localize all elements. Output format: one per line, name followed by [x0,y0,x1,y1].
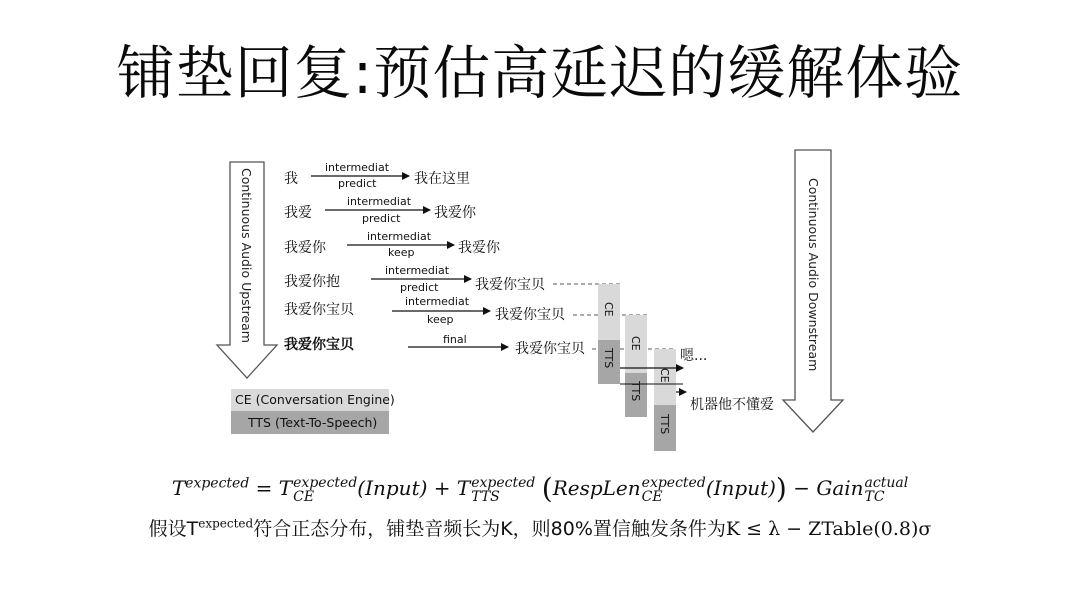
row-label-bottom: predict [338,177,377,190]
row-input: 我爱你宝贝 [284,337,354,353]
row-3 [284,230,501,259]
row-label-top: intermediat [347,195,412,208]
row-1 [284,161,470,190]
row-output: 我爱你宝贝 [515,341,585,357]
legend-tts-label: TTS (Text-To-Speech) [248,415,378,430]
row-output: 我在这里 [414,171,470,187]
row-label-top: final [443,333,467,346]
row-input: 我爱你 [284,240,326,256]
page-title: 铺垫回复:预估高延迟的缓解体验 [116,39,964,107]
row-2 [284,195,477,225]
row-label-top: intermediat [325,161,390,174]
stack-3 [654,349,676,451]
row-output: 我爱你 [458,240,500,256]
stack-2 [625,315,647,417]
tts-box-label: TTS [629,381,642,402]
answer-response: 机器他不懂爱 [690,397,774,413]
row-label-bottom: keep [388,246,415,259]
row-output: 我爱你 [434,205,476,221]
assumption-note: 假设$T^{expected}$符合正态分布，铺垫音频长为K，则80%置信触发条件为K ≤ λ − ZTable(0.8)σ [148,516,932,540]
row-label-top: intermediat [367,230,432,243]
ce-box-label: CE [658,368,671,383]
ce-box-label: CE [602,302,615,317]
latency-formula: $T^{expected} = T$ expected CE (Input) + T expected TTS (RespLen expected CE (Input)) − Gain actual TC [171,472,909,505]
row-input: 我爱你宝贝 [284,302,354,318]
legend-ce-label: CE (Conversation Engine) [235,392,395,407]
row-output: 我爱你宝贝 [475,277,545,293]
row-label-top: intermediat [405,295,470,308]
filler-response: 嗯... [680,348,708,364]
ce-box-label: CE [629,336,642,351]
tts-box-label: TTS [658,414,671,435]
row-label-bottom: keep [427,313,454,326]
row-input: 我 [284,171,298,187]
row-4 [284,264,620,294]
legend [231,389,395,434]
row-label-top: intermediat [385,264,450,277]
row-input: 我爱你抱 [284,274,340,290]
downstream-label: Continuous Audio Downstream [806,178,821,372]
row-output: 我爱你宝贝 [495,307,565,323]
tts-box-label: TTS [602,348,615,369]
row-5 [284,295,648,326]
upstream-label: Continuous Audio Upstream [239,168,254,343]
row-label-bottom: predict [362,212,401,225]
stack-1 [598,284,620,384]
row-label-bottom: predict [400,281,439,294]
row-input: 我爱 [284,205,312,221]
